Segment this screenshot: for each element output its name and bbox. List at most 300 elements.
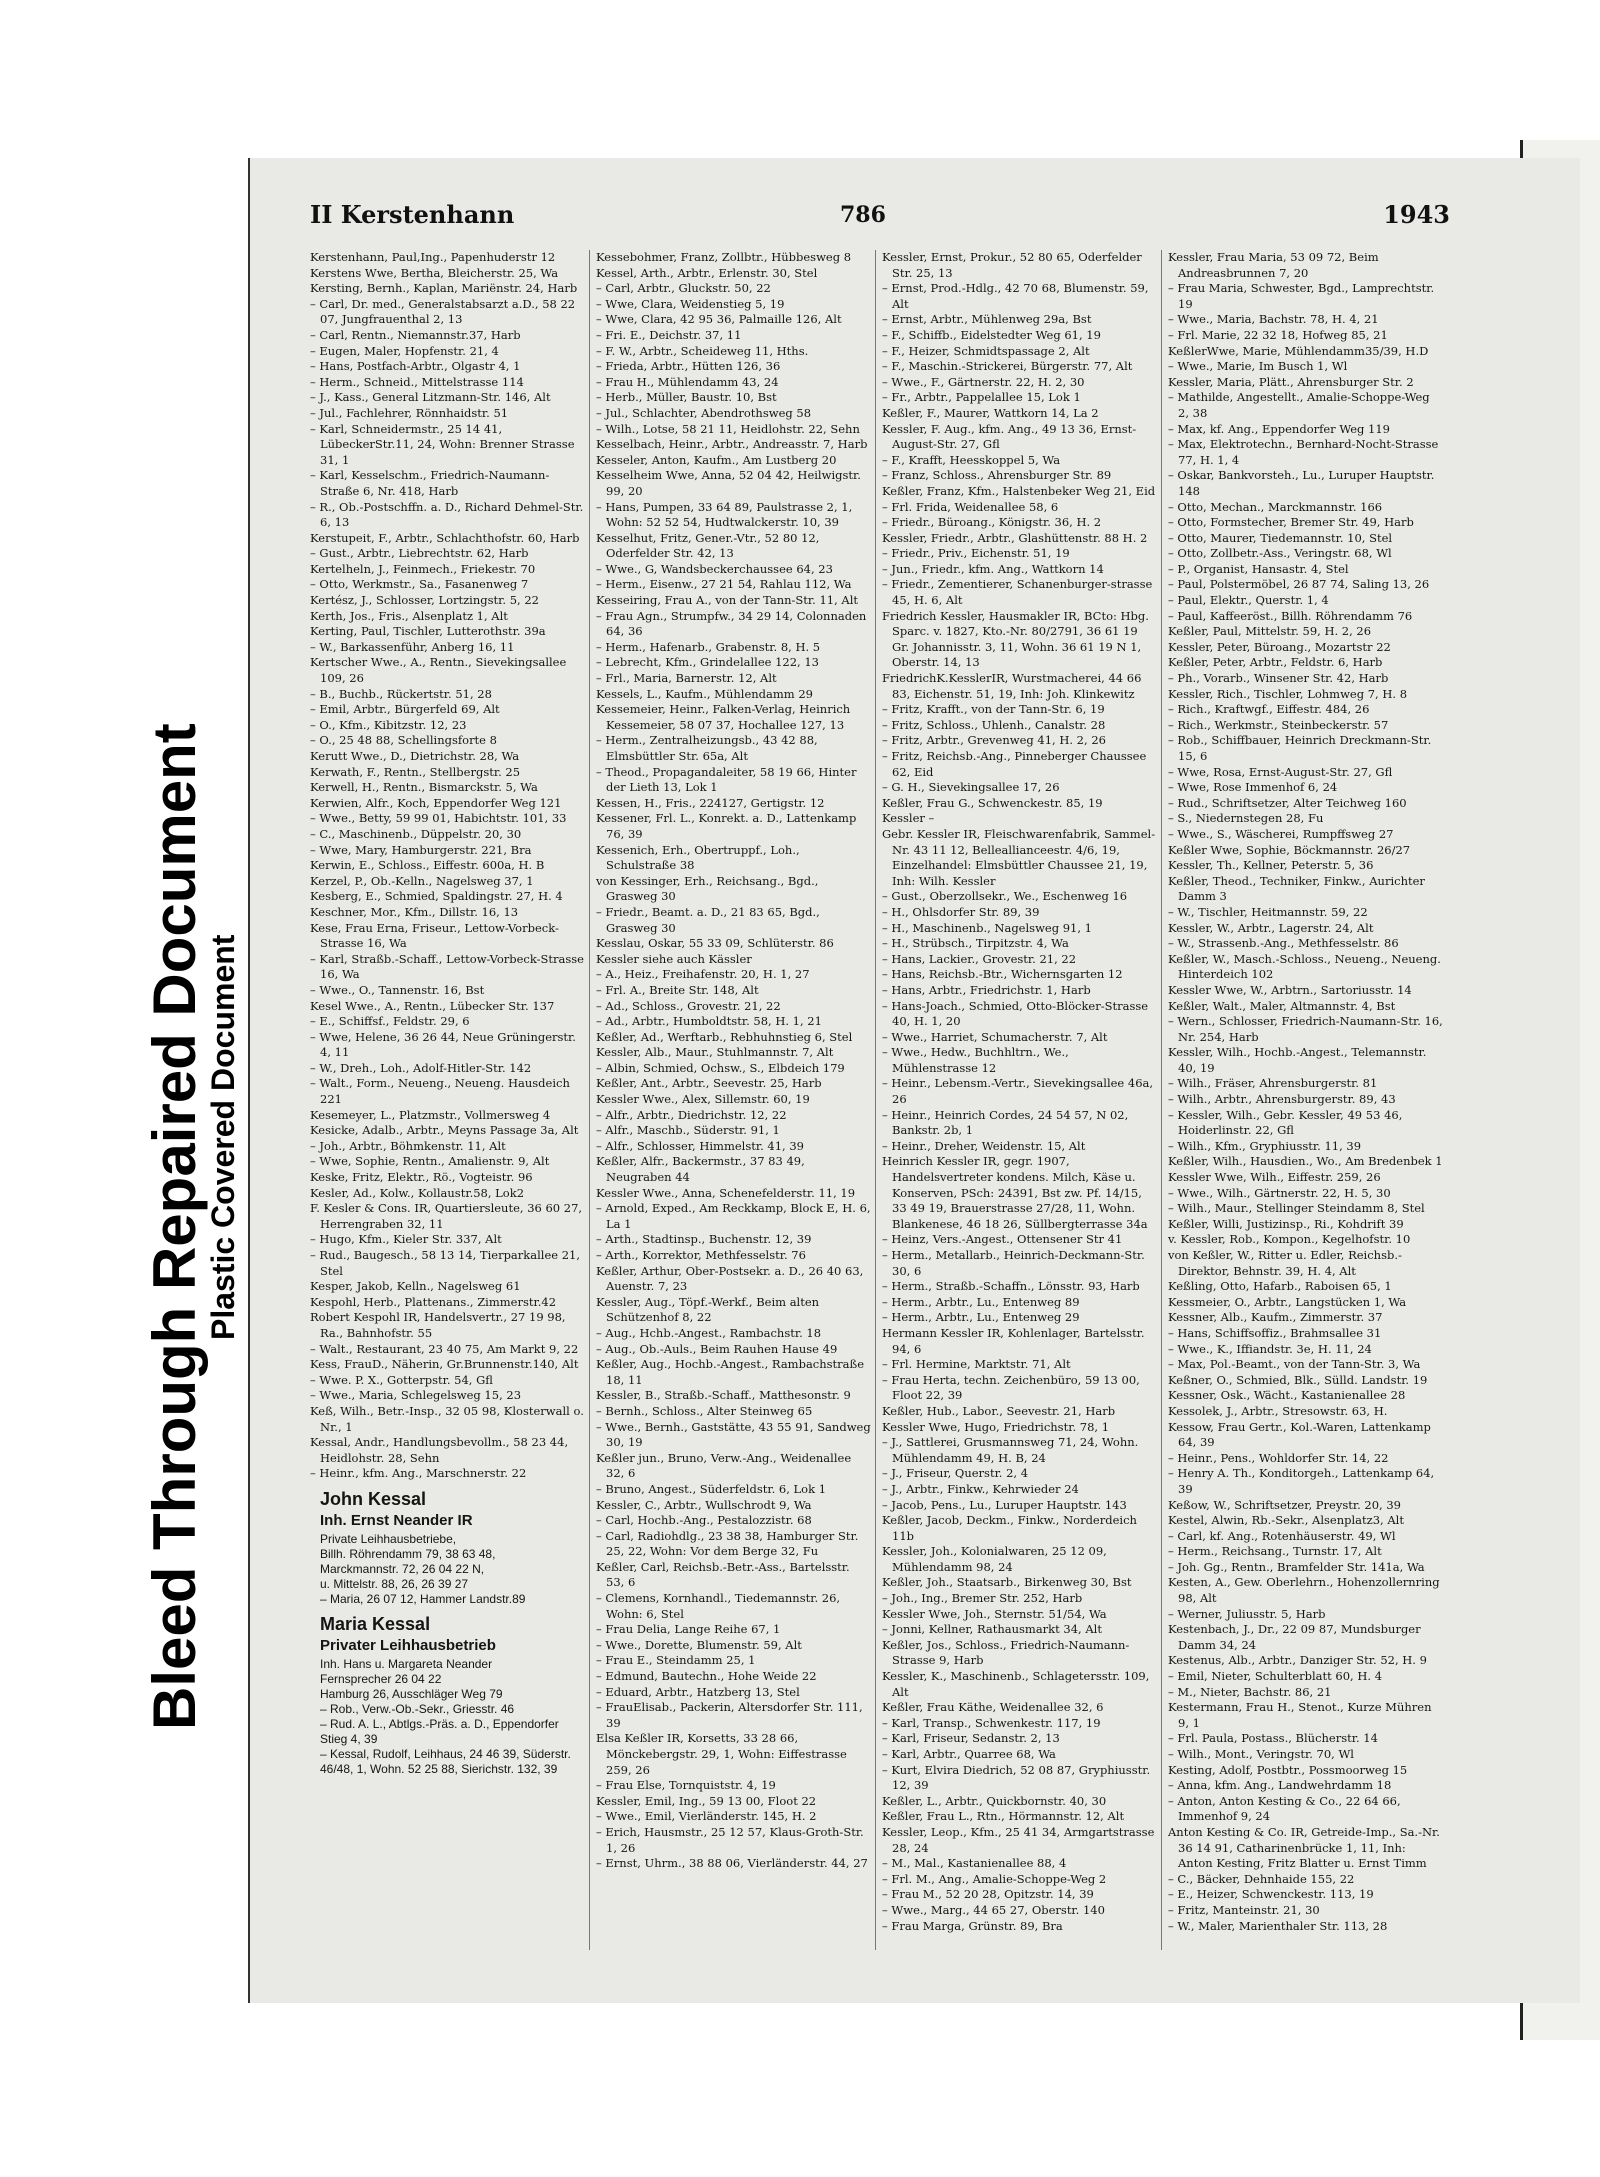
directory-entry: – Frau Herta, techn. Zeichenbüro, 59 13 00, Floot 22, 39 bbox=[882, 1372, 1140, 1403]
directory-entry: – G. H., Sievekingsallee 17, 26 bbox=[882, 780, 1060, 795]
directory-entry: – Frl. Hermine, Marktstr. 71, Alt bbox=[882, 1357, 1071, 1372]
directory-entry: Keßler, Arthur, Ober-Postsekr. a. D., 26 40 63, Auenstr. 7, 23 bbox=[596, 1263, 864, 1294]
directory-entry: – Paul, Polstermöbel, 26 87 74, Saling 13, 26 bbox=[1168, 577, 1430, 592]
directory-entry: – Herm., Reichsang., Turnstr. 17, Alt bbox=[1168, 1544, 1382, 1559]
directory-entry: Friedrich Kessler, Hausmakler IR, BCto: Hbg. Sparc. v. 1827, Kto.-Nr. 80/2791, 36 61 19 Gr. Johannisstr. 3, 11, Wohn. 36 61 19 N 1, Oberstr. 14, 13 bbox=[882, 608, 1149, 670]
directory-entry: – Herm., Eisenw., 27 21 54, Rahlau 112, Wa bbox=[596, 577, 852, 592]
directory-entry: – Otto, Werkmstr., Sa., Fasanenweg 7 bbox=[310, 577, 529, 592]
directory-entry: Kessler Wwe, Joh., Sternstr. 51/54, Wa bbox=[882, 1606, 1107, 1621]
directory-entry: Kessen, H., Fris., 224127, Gertigstr. 12 bbox=[596, 795, 825, 810]
directory-entry: Kerting, Paul, Tischler, Lutterothstr. 39a bbox=[310, 624, 546, 639]
directory-entry: Kessler – bbox=[882, 811, 935, 826]
directory-entry: – O., 25 48 88, Schellingsforte 8 bbox=[310, 733, 497, 748]
directory-entry: Keßler, Frau L., Rtn., Hörmannstr. 12, Alt bbox=[882, 1809, 1125, 1824]
directory-entry: – Herm., Zentralheizungsb., 43 42 88, Elmsbüttler Str. 65a, Alt bbox=[596, 733, 818, 763]
directory-entry: – Arth., Korrektor, Methfesselstr. 76 bbox=[596, 1248, 806, 1262]
directory-entry: Heinrich Kessler IR, gegr. 1907, Handelsvertreter kondens. Milch, Käse u. Konserven, PSch: 24391, Bst zw. Pf. 14/15, 33 49 19, Brauerstrasse 27/28, 11, Wohn. Blankenese, 46 18 26, Süllbergterrasse 34a bbox=[882, 1154, 1148, 1231]
directory-entry: – Frau Delia, Lange Reihe 67, 1 bbox=[596, 1622, 781, 1637]
directory-entry: – Jul., Schlachter, Abendrothsweg 58 bbox=[596, 405, 812, 420]
ad-line: Fernsprecher 26 04 22 bbox=[320, 1671, 442, 1686]
directory-entry: von Keßler, W., Ritter u. Edler, Reichsb.-Direktor, Behnstr. 39, H. 4, Alt bbox=[1168, 1248, 1402, 1278]
directory-entry: Keßler, Jacob, Deckm., Finkw., Norderdeich 11b bbox=[882, 1513, 1137, 1543]
directory-entry: – Frieda, Arbtr., Hütten 126, 36 bbox=[596, 359, 781, 374]
directory-entry: – Aug., Hchb.-Angest., Rambachstr. 18 bbox=[596, 1325, 822, 1340]
directory-entry: – Emil, Nieter, Schulterblatt 60, H. 4 bbox=[1168, 1669, 1383, 1684]
directory-entry: Keßler, Ant., Arbtr., Seevestr. 25, Harb bbox=[596, 1076, 822, 1091]
directory-column-4 bbox=[1168, 250, 1448, 1950]
directory-entry: Keß, Wilh., Betr.-Insp., 32 05 98, Klosterwall o. Nr., 1 bbox=[310, 1403, 584, 1434]
directory-entry: Kesten, A., Gew. Oberlehrn., Hohenzollernring 98, Alt bbox=[1168, 1575, 1440, 1606]
ad-line: Marckmannstr. 72, 26 04 22 N, bbox=[320, 1561, 485, 1576]
directory-entry: – Ad., Schloss., Grovestr. 21, 22 bbox=[596, 998, 781, 1013]
directory-entry: Kessler, C., Arbtr., Wullschrodt 9, Wa bbox=[596, 1497, 812, 1512]
directory-entry: Keßler, Willi, Justizinsp., Ri., Kohdrift 39 bbox=[1168, 1216, 1404, 1231]
ad-line: Billh. Röhrendamm 79, 38 63 48, bbox=[320, 1546, 496, 1561]
directory-entry: Kessler, Alb., Maur., Stuhlmannstr. 7, Alt bbox=[596, 1045, 834, 1060]
directory-entry: Kesberg, E., Schmied, Spaldingstr. 27, H. 4 bbox=[310, 889, 563, 904]
ad-title: Maria Kessal bbox=[320, 1613, 431, 1634]
business-advertisement bbox=[310, 1613, 585, 1777]
directory-entry: – Hans-Joach., Schmied, Otto-Blöcker-Strasse 40, H. 1, 20 bbox=[882, 998, 1149, 1029]
directory-entry: Keßler, L., Arbtr., Quickbornstr. 40, 30 bbox=[882, 1793, 1107, 1808]
ad-line: – Maria, 26 07 12, Hammer Landstr.89 bbox=[320, 1591, 526, 1606]
directory-entry: – C., Maschinenb., Düppelstr. 20, 30 bbox=[310, 826, 522, 841]
directory-entry: – Wwe., Marie, Im Busch 1, Wl bbox=[1168, 359, 1348, 374]
directory-entry: – Rud., Baugesch., 58 13 14, Tierparkallee 21, Stel bbox=[310, 1248, 581, 1278]
directory-entry: – Hans, Lackier., Grovestr. 21, 22 bbox=[882, 951, 1077, 966]
directory-entry: – Friedr., Beamt. a. D., 21 83 65, Bgd., Grasweg 30 bbox=[596, 904, 820, 935]
directory-entry: Keßner, O., Schmied, Blk., Sülld. Landstr. 19 bbox=[1168, 1372, 1428, 1387]
directory-entry: Robert Kespohl IR, Handelsvertr., 27 19 98, Ra., Bahnhofstr. 55 bbox=[310, 1310, 566, 1340]
directory-entry: Kerth, Jos., Fris., Alsenplatz 1, Alt bbox=[310, 608, 508, 623]
directory-entry: – E., Heizer, Schwenckestr. 113, 19 bbox=[1168, 1887, 1374, 1902]
directory-entry: – Carl, Rentn., Niemannstr.37, Harb bbox=[310, 327, 521, 342]
directory-entry: Kese, Frau Erna, Friseur., Lettow-Vorbeck-Strasse 16, Wa bbox=[310, 920, 559, 951]
directory-entry: – M., Mal., Kastanienallee 88, 4 bbox=[882, 1856, 1067, 1871]
directory-entry: – Fritz, Krafft., von der Tann-Str. 6, 19 bbox=[882, 702, 1105, 717]
directory-entry: – Kessler, Wilh., Gebr. Kessler, 49 53 46, Hoiderlinstr. 22, Gfl bbox=[1168, 1107, 1403, 1138]
directory-entry: Kessler siehe auch Kässler bbox=[596, 951, 752, 966]
directory-entry: – Jonni, Kellner, Rathausmarkt 34, Alt bbox=[882, 1622, 1102, 1637]
directory-entry: Kerstenhann, Paul,Ing., Papenhuderstr 12 bbox=[310, 250, 556, 264]
ad-line: – Kessal, Rudolf, Leihhaus, 24 46 39, Süderstr. 46/48, 1, Wohn. 52 25 88, Sierichstr. 132, 39 bbox=[320, 1746, 571, 1776]
directory-entry: – Emil, Arbtr., Bürgerfeld 69, Alt bbox=[310, 702, 500, 717]
directory-entry: Keßler jun., Bruno, Verw.-Ang., Weidenallee 32, 6 bbox=[596, 1450, 852, 1481]
directory-entry: Anton Kesting & Co. IR, Getreide-Imp., Sa.-Nr. 36 14 91, Catharinenbrücke 1, 11, Inh: Anton Kesting, Fritz Blatter u. Ernst Timm bbox=[1168, 1824, 1440, 1871]
directory-entry: – Oskar, Bankvorsteh., Lu., Luruper Hauptstr. 148 bbox=[1168, 468, 1435, 498]
directory-entry: – Carl, Radiohdlg., 23 38 38, Hamburger Str. 25, 22, Wohn: Vor dem Berge 32, Fu bbox=[596, 1528, 859, 1559]
directory-entry: – Max, kf. Ang., Eppendorfer Weg 119 bbox=[1168, 421, 1390, 436]
directory-entry: – Fri. E., Deichstr. 37, 11 bbox=[596, 327, 742, 342]
directory-entry: – P., Organist, Hansastr. 4, Stel bbox=[1168, 561, 1349, 576]
directory-entry: – F., Schiffb., Eidelstedter Weg 61, 19 bbox=[882, 327, 1101, 342]
directory-entry: – Wwe., Hedw., Buchhltrn., We., Mühlenstrasse 12 bbox=[882, 1045, 1069, 1075]
directory-entry: Kerstupeit, F., Arbtr., Schlachthofstr. 60, Harb bbox=[310, 530, 580, 545]
directory-entry: Keßler, Alfr., Backermstr., 37 83 49, Neugraben 44 bbox=[596, 1154, 805, 1185]
directory-entry: Keßler, Ad., Werftarb., Rebhuhnstieg 6, Stel bbox=[596, 1029, 853, 1044]
directory-entry: – Karl, Schneidermstr., 25 14 41, LübeckerStr.11, 24, Wohn: Brenner Strasse 31, 1 bbox=[310, 421, 575, 467]
directory-entry: – Paul, Kaffeeröst., Billh. Röhrendamm 76 bbox=[1168, 608, 1413, 623]
directory-entry: Kessner, Alb., Kaufm., Zimmerstr. 37 bbox=[1168, 1310, 1383, 1325]
directory-entry: FriedrichK.KesslerIR, Wurstmacherei, 44 66 83, Eichenstr. 51, 19, Inh: Joh. Klinkewitz bbox=[882, 671, 1142, 701]
directory-entry: – Hans, Reichsb.-Btr., Wichernsgarten 12 bbox=[882, 967, 1123, 982]
ad-line: – Rob., Verw.-Ob.-Sekr., Griesstr. 46 bbox=[320, 1701, 515, 1716]
directory-entry: – Paul, Elektr., Querstr. 1, 4 bbox=[1168, 593, 1329, 608]
directory-entry: – Frau Agn., Strumpfw., 34 29 14, Colonnaden 64, 36 bbox=[596, 608, 867, 639]
directory-entry: Kessler, K., Maschinenb., Schlagetersstr. 109, Alt bbox=[882, 1669, 1150, 1699]
directory-entry: Kesselheim Wwe, Anna, 52 04 42, Heilwigstr. 99, 20 bbox=[596, 468, 861, 498]
directory-entry: – J., Kass., General Litzmann-Str. 146, Alt bbox=[310, 390, 551, 405]
directory-entry: Kerwell, H., Rentn., Bismarckstr. 5, Wa bbox=[310, 780, 538, 795]
directory-entry: Keßler, Aug., Hochb.-Angest., Rambachstraße 18, 11 bbox=[596, 1357, 865, 1387]
directory-entry: – Gust., Arbtr., Liebrechtstr. 62, Harb bbox=[310, 546, 529, 561]
directory-entry: – Wwe., Maria, Schlegelsweg 15, 23 bbox=[310, 1388, 522, 1403]
directory-entry: Keßler, Carl, Reichsb.-Betr.-Ass., Bartelsstr. 53, 6 bbox=[596, 1559, 850, 1590]
directory-entry: – Lebrecht, Kfm., Grindelallee 122, 13 bbox=[596, 655, 819, 670]
directory-entry: – Herm., Schneid., Mittelstrasse 114 bbox=[310, 374, 524, 389]
directory-entry: Kerstens Wwe, Bertha, Bleicherstr. 25, Wa bbox=[310, 265, 559, 280]
directory-entry: – Wwe., S., Wäscherei, Rumpffsweg 27 bbox=[1168, 826, 1394, 841]
directory-entry: – Heinr., Pens., Wohldorfer Str. 14, 22 bbox=[1168, 1450, 1389, 1465]
business-advertisement bbox=[310, 1488, 585, 1607]
directory-entry: Kessler Wwe., Anna, Schenefelderstr. 11, 19 bbox=[596, 1185, 856, 1200]
directory-entry: – Jul., Fachlehrer, Rönnhaidstr. 51 bbox=[310, 405, 509, 420]
directory-entry: – Herm., Arbtr., Lu., Entenweg 89 bbox=[882, 1294, 1080, 1309]
ad-line: – Rud. A. L., Abtlgs.-Präs. a. D., Eppendorfer Stieg 4, 39 bbox=[320, 1716, 559, 1746]
directory-entry: – Wwe., O., Tannenstr. 16, Bst bbox=[310, 982, 485, 997]
directory-entry: – Kurt, Elvira Diedrich, 52 08 87, Gryphiusstr. 12, 39 bbox=[882, 1762, 1151, 1793]
directory-entry: – H., Ohlsdorfer Str. 89, 39 bbox=[882, 904, 1040, 919]
directory-entry: Kessler, Joh., Kolonialwaren, 25 12 09, Mühlendamm 98, 24 bbox=[882, 1544, 1107, 1574]
directory-entry: – Fr., Arbtr., Pappelallee 15, Lok 1 bbox=[882, 390, 1081, 405]
directory-entry: – Karl, Transp., Schwenkestr. 117, 19 bbox=[882, 1715, 1101, 1730]
ad-title: John Kessal bbox=[320, 1488, 427, 1509]
directory-entry: Kessler Wwe, Hugo, Friedrichstr. 78, 1 bbox=[882, 1419, 1110, 1434]
directory-entry: Elsa Keßler IR, Korsetts, 33 28 66, Mönckebergstr. 29, 1, Wohn: Eiffestrasse 259, 26 bbox=[596, 1731, 847, 1777]
directory-entry: – Max, Elektrotechn., Bernhard-Nocht-Strasse 77, H. 1, 4 bbox=[1168, 437, 1439, 467]
directory-entry: – Jacob, Pens., Lu., Luruper Hauptstr. 143 bbox=[882, 1497, 1127, 1512]
scanned-page bbox=[248, 158, 1580, 2003]
directory-entry: Kessler, Th., Kellner, Peterstr. 5, 36 bbox=[1168, 858, 1374, 873]
directory-entry: – Frau E., Steindamm 25, 1 bbox=[596, 1653, 756, 1668]
directory-entry: Kessler, Wilh., Hochb.-Angest., Telemannstr. 40, 19 bbox=[1168, 1045, 1427, 1075]
directory-entry: Kestermann, Frau H., Stenot., Kurze Mühren 9, 1 bbox=[1168, 1700, 1432, 1730]
directory-entry: – Herm., Arbtr., Lu., Entenweg 29 bbox=[882, 1310, 1080, 1325]
directory-entry: Keßler, Franz, Kfm., Halstenbeker Weg 21, Eid bbox=[882, 483, 1156, 498]
directory-entry: Kesslau, Oskar, 55 33 09, Schlüterstr. 86 bbox=[596, 936, 834, 951]
directory-entry: – Frau Marga, Grünstr. 89, Bra bbox=[882, 1918, 1063, 1933]
directory-entry: – Wilh., Kfm., Gryphiusstr. 11, 39 bbox=[1168, 1138, 1362, 1153]
directory-entry: – Rob., Schiffbauer, Heinrich Dreckmann-Str. 15, 6 bbox=[1168, 733, 1432, 763]
directory-entry: Keßow, W., Schriftsetzer, Preystr. 20, 39 bbox=[1168, 1497, 1401, 1512]
directory-entry: – Wwe, Mary, Hamburgerstr. 221, Bra bbox=[310, 842, 532, 857]
directory-entry: – Aug., Ob.-Auls., Beim Rauhen Hause 49 bbox=[596, 1341, 838, 1356]
directory-entry: – Wwe., Marg., 44 65 27, Oberstr. 140 bbox=[882, 1902, 1105, 1917]
directory-entry: – Wwe., Dorette, Blumenstr. 59, Alt bbox=[596, 1637, 802, 1652]
directory-entry: Keßler, W., Masch.-Schloss., Neueng., Neueng. Hinterdeich 102 bbox=[1168, 951, 1441, 982]
ad-line: Private Leihhausbetriebe, bbox=[320, 1531, 457, 1546]
directory-entry: – Wwe., K., Iffiandstr. 3e, H. 11, 24 bbox=[1168, 1341, 1372, 1356]
directory-entry: Gebr. Kessler IR, Fleischwarenfabrik, Sammel-Nr. 43 11 12, Belleallianceestr. 4/6, 19, Einzelhandel: Elmsbüttler Chaussee 21, 19, Inh: Wilh. Kessler bbox=[882, 826, 1156, 888]
directory-entry: Kerutt Wwe., D., Dietrichstr. 28, Wa bbox=[310, 749, 520, 763]
directory-entry: – Carl, Dr. med., Generalstabsarzt a.D., 58 22 07, Jungfrauenthal 2, 13 bbox=[310, 296, 576, 327]
directory-entry: Kessow, Frau Gertr., Kol.-Waren, Lattenkamp 64, 39 bbox=[1168, 1419, 1431, 1450]
directory-entry: Kessler, Ernst, Prokur., 52 80 65, Oderfelder Str. 25, 13 bbox=[882, 250, 1142, 280]
directory-entry: – A., Heiz., Freihafenstr. 20, H. 1, 27 bbox=[596, 967, 810, 982]
directory-entry: – Wwe., Emil, Vierländerstr. 145, H. 2 bbox=[596, 1809, 817, 1824]
directory-entry: – Bernh., Schloss., Alter Steinweg 65 bbox=[596, 1403, 813, 1418]
directory-entry: – Anna, kfm. Ang., Landwehrdamm 18 bbox=[1168, 1778, 1392, 1793]
directory-entry: – Wwe, Clara, 42 95 36, Palmaille 126, Alt bbox=[596, 312, 842, 327]
directory-entry: – Bruno, Angest., Süderfeldstr. 6, Lok 1 bbox=[596, 1481, 827, 1496]
directory-entry: – F. W., Arbtr., Scheideweg 11, Hths. bbox=[596, 343, 809, 358]
directory-entry: – R., Ob.-Postschffn. a. D., Richard Dehmel-Str. 6, 13 bbox=[310, 499, 584, 530]
directory-entry: Kesemeyer, L., Platzmstr., Vollmersweg 4 bbox=[310, 1107, 551, 1122]
directory-entry: – M., Nieter, Bachstr. 86, 21 bbox=[1168, 1684, 1332, 1699]
directory-entry: – Franz, Schloss., Ahrensburger Str. 89 bbox=[882, 468, 1112, 483]
directory-entry: Kesselbach, Heinr., Arbtr., Andreasstr. 7, Harb bbox=[596, 437, 868, 452]
directory-entry: Kestel, Alwin, Rb.-Sekr., Alsenplatz3, Alt bbox=[1168, 1513, 1404, 1528]
directory-entry: – Wilh., Maur., Stellinger Steindamm 8, Stel bbox=[1168, 1201, 1425, 1216]
directory-entry: Keschner, Mor., Kfm., Dillstr. 16, 13 bbox=[310, 904, 519, 919]
directory-entry: Kessebohmer, Franz, Zollbtr., Hübbesweg 8 bbox=[596, 250, 852, 264]
plastic-covered-label: Plastic Covered Document bbox=[205, 934, 241, 1340]
directory-entry: Kessolek, J., Arbtr., Stresowstr. 63, H. bbox=[1168, 1403, 1388, 1418]
directory-entry: – Joh., Arbtr., Böhmkenstr. 11, Alt bbox=[310, 1138, 506, 1153]
directory-entry: – Fritz, Reichsb.-Ang., Pinneberger Chaussee 62, Eid bbox=[882, 749, 1147, 779]
directory-entry: – F., Maschin.-Strickerei, Bürgerstr. 77, Alt bbox=[882, 359, 1133, 374]
directory-entry: – Heinr., Lebensm.-Vertr., Sievekingsallee 46a, 26 bbox=[882, 1076, 1154, 1107]
directory-entry: Kessler, Friedr., Arbtr., Glashüttenstr. 88 H. 2 bbox=[882, 530, 1148, 545]
directory-entry: – Wwe, Sophie, Rentn., Amalienstr. 9, Alt bbox=[310, 1154, 550, 1169]
directory-entry: – Friedr., Priv., Eichenstr. 51, 19 bbox=[882, 546, 1070, 561]
directory-entry: – Rich., Werkmstr., Steinbeckerstr. 57 bbox=[1168, 717, 1389, 732]
directory-entry: – W., Barkassenführ, Anberg 16, 11 bbox=[310, 639, 515, 654]
directory-entry: – Wwe. P. X., Gotterpstr. 54, Gfl bbox=[310, 1372, 493, 1387]
directory-entry: Kesicke, Adalb., Arbtr., Meyns Passage 3a, Alt bbox=[310, 1123, 579, 1138]
directory-entry: – Fritz, Arbtr., Grevenweg 41, H. 2, 26 bbox=[882, 733, 1106, 748]
directory-entry: Keßler, Walt., Maler, Altmannstr. 4, Bst bbox=[1168, 998, 1396, 1013]
directory-entry: – Frau M., 52 20 28, Opitzstr. 14, 39 bbox=[882, 1887, 1094, 1902]
directory-entry: – Erich, Hausmstr., 25 12 57, Klaus-Groth-Str. 1, 26 bbox=[596, 1824, 864, 1855]
directory-entry: Kessel, Arth., Arbtr., Erlenstr. 30, Stel bbox=[596, 265, 818, 280]
directory-entry: – F., Krafft, Heesskoppel 5, Wa bbox=[882, 452, 1061, 467]
directory-entry: – E., Schiffsf., Feldstr. 29, 6 bbox=[310, 1014, 470, 1029]
directory-entry: Kesel Wwe., A., Rentn., Lübecker Str. 137 bbox=[310, 998, 555, 1013]
directory-entry: Keßler, Wilh., Hausdien., Wo., Am Bredenbek 1 bbox=[1168, 1154, 1443, 1169]
directory-entry: – Frl. Marie, 22 32 18, Hofweg 85, 21 bbox=[1168, 327, 1388, 342]
directory-entry: – Frl. M., Ang., Amalie-Schoppe-Weg 2 bbox=[882, 1871, 1107, 1886]
directory-entry: – Wwe., Wilh., Gärtnerstr. 22, H. 5, 30 bbox=[1168, 1185, 1391, 1200]
directory-entry: Keßler, Frau Käthe, Weidenallee 32, 6 bbox=[882, 1700, 1104, 1715]
directory-entry: – Anton, Anton Kesting & Co., 22 64 66, Immenhof 9, 24 bbox=[1168, 1793, 1401, 1824]
directory-entry: – Gust., Oberzollsekr., We., Eschenweg 16 bbox=[882, 889, 1128, 904]
directory-entry: – Frl. A., Breite Str. 148, Alt bbox=[596, 982, 759, 997]
directory-entry: – Eugen, Maler, Hopfenstr. 21, 4 bbox=[310, 343, 499, 358]
directory-entry: – Frl., Maria, Barnerstr. 12, Alt bbox=[596, 671, 777, 686]
directory-entry: – Mathilde, Angestellt., Amalie-Schoppe-Weg 2, 38 bbox=[1168, 390, 1430, 420]
directory-entry: Keßler, Theod., Techniker, Finkw., Aurichter Damm 3 bbox=[1168, 873, 1425, 904]
directory-entry: – Otto, Maurer, Tiedemannstr. 10, Stel bbox=[1168, 530, 1393, 545]
directory-entry: – J., Friseur, Querstr. 2, 4 bbox=[882, 1466, 1029, 1481]
directory-entry: – Rich., Kraftwgf., Eiffestr. 484, 26 bbox=[1168, 702, 1370, 717]
directory-entry: Keßler, Jos., Schloss., Friedrich-Naumann-Strasse 9, Harb bbox=[882, 1637, 1130, 1668]
directory-entry: – Ernst, Uhrm., 38 88 06, Vierländerstr. 44, 27 bbox=[596, 1856, 868, 1871]
directory-column-2 bbox=[596, 250, 876, 1950]
directory-entry: – Heinr., Heinrich Cordes, 24 54 57, N 02, Bankstr. 2b, 1 bbox=[882, 1107, 1129, 1138]
directory-entry: – Karl, Arbtr., Quarree 68, Wa bbox=[882, 1747, 1056, 1761]
directory-entry: – Fritz, Manteinstr. 21, 30 bbox=[1168, 1902, 1320, 1917]
bleed-through-label: Bleed Through Repaired Document bbox=[141, 723, 208, 1730]
directory-entry: – J., Arbtr., Finkw., Kehrwieder 24 bbox=[882, 1481, 1079, 1496]
page-number: 786 bbox=[840, 202, 886, 228]
directory-entry: Kess, FrauD., Näherin, Gr.Brunnenstr.140, Alt bbox=[310, 1357, 579, 1372]
ad-subtitle: Privater Leihhausbetrieb bbox=[320, 1636, 496, 1654]
directory-entry: – Wwe, Rose Immenhof 6, 24 bbox=[1168, 780, 1338, 795]
directory-entry: – Herm., Hafenarb., Grabenstr. 8, H. 5 bbox=[596, 639, 821, 654]
directory-entry: Kerwin, E., Schloss., Eiffestr. 600a, H. B bbox=[310, 858, 545, 873]
directory-year: 1943 bbox=[1383, 200, 1450, 229]
directory-entry: Kessler, B., Straßb.-Schaff., Matthesonstr. 9 bbox=[596, 1388, 851, 1403]
directory-entry: Kespohl, Herb., Plattenans., Zimmerstr.42 bbox=[310, 1294, 557, 1309]
directory-entry: – Edmund, Bautechn., Hohe Weide 22 bbox=[596, 1669, 817, 1684]
directory-entry: – Alfr., Schlosser, Himmelstr. 41, 39 bbox=[596, 1138, 804, 1153]
directory-entry: Kertscher Wwe., A., Rentn., Sievekingsallee 109, 26 bbox=[310, 655, 567, 686]
directory-entry: Kessler, Frau Maria, 53 09 72, Beim Andreasbrunnen 7, 20 bbox=[1168, 250, 1379, 280]
directory-entry: – Herm., Straßb.-Schaffn., Lönsstr. 93, Harb bbox=[882, 1279, 1140, 1294]
directory-entry: – W., Tischler, Heitmannstr. 59, 22 bbox=[1168, 904, 1368, 919]
directory-entry: – Otto, Zollbetr.-Ass., Veringstr. 68, Wl bbox=[1168, 546, 1392, 561]
directory-entry: – Wwe, Clara, Weidenstieg 5, 19 bbox=[596, 296, 785, 311]
directory-entry: – Friedr., Büroang., Königstr. 36, H. 2 bbox=[882, 515, 1102, 530]
directory-entry: Kessemeier, Heinr., Falken-Verlag, Heinrich Kessemeier, 58 07 37, Hochallee 127, 13 bbox=[596, 702, 851, 732]
directory-entry: Kessler, F. Aug., kfm. Ang., 49 13 36, Ernst-August-Str. 27, Gfl bbox=[882, 421, 1137, 452]
side-label-panel bbox=[0, 0, 245, 2177]
directory-entry: – Wwe, Helene, 36 26 44, Neue Grüningerstr. 4, 11 bbox=[310, 1029, 576, 1060]
directory-entry: Keske, Fritz, Elektr., Rö., Vogteistr. 96 bbox=[310, 1170, 533, 1185]
page-header bbox=[310, 200, 1450, 236]
directory-entry: v. Kessler, Rob., Kompon., Kegelhofstr. 10 bbox=[1168, 1232, 1411, 1247]
directory-entry: – J., Sattlerei, Grusmannsweg 71, 24, Wohn. Mühlendamm 49, H. B, 24 bbox=[882, 1435, 1139, 1465]
directory-entry: Kesting, Adolf, Postbtr., Possmoorweg 15 bbox=[1168, 1762, 1408, 1777]
directory-entry: – W., Maler, Marienthaler Str. 113, 28 bbox=[1168, 1918, 1388, 1933]
directory-entry: Kestenbach, J., Dr., 22 09 87, Mundsburger Damm 34, 24 bbox=[1168, 1622, 1421, 1652]
directory-entry: – Otto, Mechan., Marckmannstr. 166 bbox=[1168, 499, 1383, 514]
directory-entry: – FrauElisab., Packerin, Altersdorfer Str. 111, 39 bbox=[596, 1700, 863, 1730]
directory-entry: Kessenich, Erh., Obertruppf., Loh., Schulstraße 38 bbox=[596, 842, 800, 873]
directory-entry: – W., Dreh., Loh., Adolf-Hitler-Str. 142 bbox=[310, 1060, 532, 1075]
directory-entry: – H., Strübsch., Tirpitzstr. 4, Wa bbox=[882, 936, 1069, 951]
directory-entry: Kessal, Andr., Handlungsbevollm., 58 23 44, Heidlohstr. 28, Sehn bbox=[310, 1435, 569, 1465]
directory-entry: – O., Kfm., Kibitzstr. 12, 23 bbox=[310, 717, 467, 732]
directory-entry: – Frl. Frida, Weidenallee 58, 6 bbox=[882, 499, 1059, 514]
directory-entry: – C., Bäcker, Dehnhaide 155, 22 bbox=[1168, 1871, 1355, 1886]
directory-entry: Keßler, Frau G., Schwenckestr. 85, 19 bbox=[882, 795, 1103, 810]
directory-entry: – Ernst, Arbtr., Mühlenweg 29a, Bst bbox=[882, 312, 1092, 327]
directory-entry: – Theod., Propagandaleiter, 58 19 66, Hinter der Lieth 13, Lok 1 bbox=[596, 764, 857, 795]
directory-entry: Kessler, Leop., Kfm., 25 41 34, Armgartstrasse 28, 24 bbox=[882, 1824, 1155, 1855]
directory-entry: Kertész, J., Schlosser, Lortzingstr. 5, 22 bbox=[310, 593, 539, 608]
directory-entry: Kessels, L., Kaufm., Mühlendamm 29 bbox=[596, 686, 813, 701]
directory-entry: – Wern., Schlosser, Friedrich-Naumann-Str. 16, Nr. 254, Harb bbox=[1168, 1014, 1443, 1044]
directory-entry: – Carl, Arbtr., Gluckstr. 50, 22 bbox=[596, 281, 771, 296]
directory-entry: Kessler, Rich., Tischler, Lohmweg 7, H. 8 bbox=[1168, 686, 1408, 701]
directory-entry: – Frau H., Mühlendamm 43, 24 bbox=[596, 374, 779, 389]
directory-column-1 bbox=[310, 250, 590, 1950]
directory-entry: Kessler, Aug., Töpf.-Werkf., Beim alten Schützenhof 8, 22 bbox=[596, 1294, 820, 1325]
directory-entry: – F., Heizer, Schmidtspassage 2, Alt bbox=[882, 343, 1090, 358]
directory-entry: – Alfr., Arbtr., Diedrichstr. 12, 22 bbox=[596, 1107, 787, 1122]
directory-entry: – Ernst, Prod.-Hdlg., 42 70 68, Blumenstr. 59, Alt bbox=[882, 281, 1149, 311]
directory-entry: – Eduard, Arbtr., Hatzberg 13, Stel bbox=[596, 1684, 800, 1699]
directory-entry: – Otto, Formstecher, Bremer Str. 49, Harb bbox=[1168, 515, 1414, 530]
directory-entry: F. Kesler & Cons. IR, Quartiersleute, 36 60 27, Herrengraben 32, 11 bbox=[310, 1201, 583, 1231]
directory-entry: Keßler, Joh., Staatsarb., Birkenweg 30, Bst bbox=[882, 1575, 1132, 1590]
directory-entry: – Wwe., Bernh., Gaststätte, 43 55 91, Sandweg 30, 19 bbox=[596, 1419, 871, 1450]
directory-entry: KeßlerWwe, Marie, Mühlendamm35/39, H.D bbox=[1168, 343, 1429, 358]
directory-entry: – Frl. Paula, Postass., Blücherstr. 14 bbox=[1168, 1731, 1378, 1746]
directory-entry: Keßler, Hub., Labor., Seevestr. 21, Harb bbox=[882, 1403, 1116, 1418]
directory-entry: Kessler, Peter, Büroang., Mozartstr 22 bbox=[1168, 639, 1391, 654]
directory-entry: Keßler, Paul, Mittelstr. 59, H. 2, 26 bbox=[1168, 624, 1372, 639]
directory-entry: – Heinz, Vers.-Angest., Ottensener Str 41 bbox=[882, 1232, 1123, 1247]
directory-entry: – Ad., Arbtr., Humboldtstr. 58, H. 1, 21 bbox=[596, 1014, 822, 1029]
running-head: II Kerstenhann bbox=[310, 200, 515, 229]
directory-entry: – Hans, Arbtr., Friedrichstr. 1, Harb bbox=[882, 982, 1091, 997]
directory-entry: – Arnold, Exped., Am Reckkamp, Block E, H. 6, La 1 bbox=[596, 1201, 871, 1231]
directory-entry: Kesler, Ad., Kolw., Kollaustr.58, Lok2 bbox=[310, 1185, 525, 1200]
ad-line: u. Mittelstr. 88, 26, 26 39 27 bbox=[320, 1576, 469, 1591]
directory-entry: Kessner, Osk., Wächt., Kastanienallee 28 bbox=[1168, 1388, 1406, 1403]
directory-entry: – Frau Maria, Schwester, Bgd., Lamprechtstr. 19 bbox=[1168, 281, 1435, 311]
directory-entry: – Werner, Juliusstr. 5, Harb bbox=[1168, 1606, 1326, 1621]
directory-entry: Kestenus, Alb., Arbtr., Danziger Str. 52, H. 9 bbox=[1168, 1653, 1427, 1668]
directory-entry: Kessler, Emil, Ing., 59 13 00, Floot 22 bbox=[596, 1793, 817, 1808]
ad-line: Inh. Hans u. Margareta Neander bbox=[320, 1656, 493, 1671]
directory-entry: – Friedr., Zementierer, Schanenburger-strasse 45, H. 6, Alt bbox=[882, 577, 1153, 608]
directory-entry: – Walt., Restaurant, 23 40 75, Am Markt 9, 22 bbox=[310, 1341, 579, 1356]
directory-entry: – B., Buchb., Rückertstr. 51, 28 bbox=[310, 686, 492, 701]
directory-entry: – Joh. Gg., Rentn., Bramfelder Str. 141a, Wa bbox=[1168, 1559, 1425, 1574]
directory-entry: – Albin, Schmied, Ochsw., S., Elbdeich 179 bbox=[596, 1060, 845, 1075]
directory-entry: – Wwe., Maria, Bachstr. 78, H. 4, 21 bbox=[1168, 312, 1379, 327]
directory-entry: – Clemens, Kornhandl., Tiedemannstr. 26, Wohn: 6, Stel bbox=[596, 1591, 841, 1621]
directory-entry: Keßler Wwe, Sophie, Böckmannstr. 26/27 bbox=[1168, 842, 1411, 857]
directory-entry: – Wilh., Mont., Veringstr. 70, Wl bbox=[1168, 1747, 1354, 1761]
directory-entry: – Hans, Pumpen, 33 64 89, Paulstrasse 2, 1, Wohn: 52 52 54, Hudtwalckerstr. 10, 39 bbox=[596, 499, 853, 530]
directory-entry: – Wwe., Harriet, Schumacherstr. 7, Alt bbox=[882, 1029, 1108, 1044]
directory-entry: – Ph., Vorarb., Winsener Str. 42, Harb bbox=[1168, 671, 1389, 686]
directory-entry: – Heinr., kfm. Ang., Marschnerstr. 22 bbox=[310, 1466, 527, 1481]
directory-entry: – Wwe., F., Gärtnerstr. 22, H. 2, 30 bbox=[882, 374, 1085, 389]
directory-entry: – Henry A. Th., Konditorgeh., Lattenkamp 64, 39 bbox=[1168, 1466, 1435, 1496]
directory-entry: Keßling, Otto, Hafarb., Raboisen 65, 1 bbox=[1168, 1279, 1392, 1294]
directory-entry: Kessler Wwe, Wilh., Eiffestr. 259, 26 bbox=[1168, 1170, 1381, 1185]
directory-entry: – Fritz, Schloss., Uhlenh., Canalstr. 28 bbox=[882, 717, 1106, 732]
directory-entry: – Wilh., Fräser, Ahrensburgerstr. 81 bbox=[1168, 1076, 1378, 1091]
directory-entry: Kesselhut, Fritz, Gener.-Vtr., 52 80 12, Oderfelder Str. 42, 13 bbox=[596, 530, 820, 561]
directory-entry: – Frau Else, Tornquiststr. 4, 19 bbox=[596, 1778, 776, 1793]
directory-entry: Kessler, Maria, Plätt., Ahrensburger Str. 2 bbox=[1168, 374, 1414, 389]
directory-entry: – Carl, kf. Ang., Rotenhäuserstr. 49, Wl bbox=[1168, 1528, 1396, 1543]
directory-entry: Kesseler, Anton, Kaufm., Am Lustberg 20 bbox=[596, 452, 837, 467]
directory-entry: – Joh., Ing., Bremer Str. 252, Harb bbox=[882, 1591, 1083, 1606]
directory-entry: – Max, Pol.-Beamt., von der Tann-Str. 3, Wa bbox=[1168, 1357, 1421, 1372]
directory-entry: Kesper, Jakob, Kelln., Nagelsweg 61 bbox=[310, 1279, 521, 1294]
directory-entry: – Hans, Schiffsoffiz., Brahmsallee 31 bbox=[1168, 1325, 1382, 1340]
directory-entry: Kessler, W., Arbtr., Lagerstr. 24, Alt bbox=[1168, 920, 1374, 935]
directory-entry: – Rud., Schriftsetzer, Alter Teichweg 160 bbox=[1168, 795, 1407, 810]
